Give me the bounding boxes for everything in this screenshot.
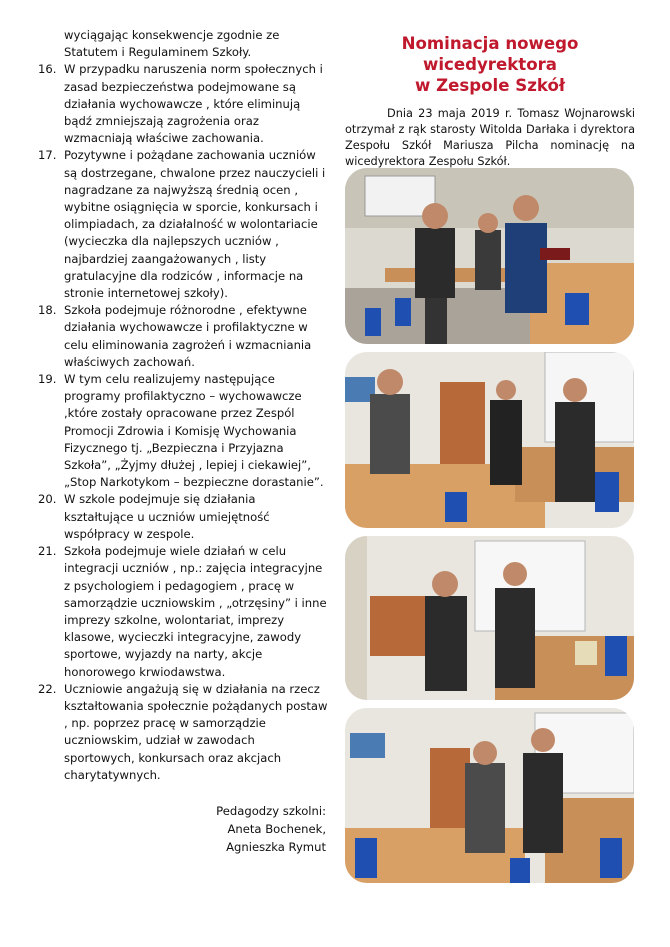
rules-column — [38, 27, 328, 856]
item-text: Uczniowie angażują się w działania na rzecz kształtowania społecznie pożądanych postaw , np. poprzez pracę w samorządzie uczniowskim, udział w zawodach sportowych, konkursach oraz akcjach charytatywnych. — [64, 681, 328, 782]
photo-ceremony-3 — [345, 536, 634, 700]
list-item — [38, 147, 328, 302]
list-item — [38, 543, 328, 681]
item-text: W przypadku naruszenia norm społecznych i zasad bezpieczeństwa podejmowane są działania wychowawcze , które eliminują bądź zmniejszają zagrożenia oraz wzmacniają właściwe zachowania. — [64, 62, 323, 146]
item-number: 22. — [38, 681, 57, 696]
photo-ceremony-4 — [345, 708, 634, 883]
photo-ceremony-3-image — [345, 536, 634, 700]
list-item — [38, 302, 328, 371]
item-number: 21. — [38, 544, 57, 559]
photo-ceremony-2 — [345, 352, 634, 528]
item-number: 20. — [38, 492, 57, 507]
list-item — [38, 61, 328, 147]
signature-name: Agnieszka Rymut — [226, 839, 326, 854]
item-text: W tym celu realizujemy następujące programy profilaktyczno – wychowawcze ,które zostały opracowane przez Zespól Promocji Zdrowia i Komisję Wychowania Fizycznego tj. „Bezpieczna i Przyjazna Szkoła”, „Żyjmy dłużej , lepiej i ciekawiej”, „Stop Narkotykom – bezpieczne dorastanie”. — [64, 372, 324, 490]
item-number: 17. — [38, 148, 57, 163]
item-number: 19. — [38, 372, 57, 387]
news-title-line: w Zespole Szkół — [414, 76, 566, 95]
signature-role: Pedagodzy szkolni: — [216, 803, 326, 818]
list-item — [38, 371, 328, 491]
rules-list — [38, 61, 328, 784]
item-number: 18. — [38, 303, 57, 318]
item-text: Pozytywne i pożądane zachowania uczniów są dostrzegane, chwalone przez nauczycieli i nagradzane za najwyższą średnią ocen , wybitne osiągnięcia w sporcie, konkursach i olimpiadach, za działalność w wolontariacie (wycieczka dla najlepszych uczniów , najbardziej zaangażowanych , listy gratulacyjne dla rodziców , informacje na stronie internetowej szkoły). — [64, 148, 326, 301]
signature-name: Aneta Bochenek, — [227, 821, 326, 836]
item-number: 16. — [38, 62, 57, 77]
photo-ceremony-4-image — [345, 708, 634, 883]
item-text: Szkoła podejmuje różnorodne , efektywne działania wychowawcze i profilaktyczne w celu eliminowania zagrożeń i wzmacniania właściwych zachowań. — [64, 303, 312, 369]
continued-text: wyciągając konsekwencje zgodnie ze Statutem i Regulaminem Szkoły. — [64, 28, 280, 60]
item-text: Szkoła podejmuje wiele działań w celu integracji uczniów , np.: zajęcia integracyjne z psychologiem i pedagogiem , pracę w samorządzie uczniowskim , „otrzęsiny” i inne imprezy szkolne, wolontariat, imprezy klasowe, wycieczki integracyjne, zawody sportowe, wyjazdy na narty, akcje honorowego krwiodawstwa. — [64, 544, 327, 679]
photo-ceremony-1 — [345, 168, 634, 344]
news-title — [345, 33, 635, 96]
news-title-line: Nominacja nowego wicedyrektora — [401, 34, 579, 74]
list-item — [38, 491, 328, 543]
list-item — [38, 681, 328, 784]
item-text: W szkole podejmuje się działania kształtujące u uczniów umiejętność współpracy w zespole. — [64, 492, 270, 541]
photo-ceremony-1-image — [345, 168, 634, 344]
photo-ceremony-2-image — [345, 352, 634, 528]
signature — [38, 802, 328, 856]
news-body: Dnia 23 maja 2019 r. Tomasz Wojnarowski otrzymał z rąk starosty Witolda Darłaka i dyrektora Zespołu Szkół Mariusza Pilcha nominację na wicedyrektora Zespołu Szkół. — [345, 107, 635, 168]
